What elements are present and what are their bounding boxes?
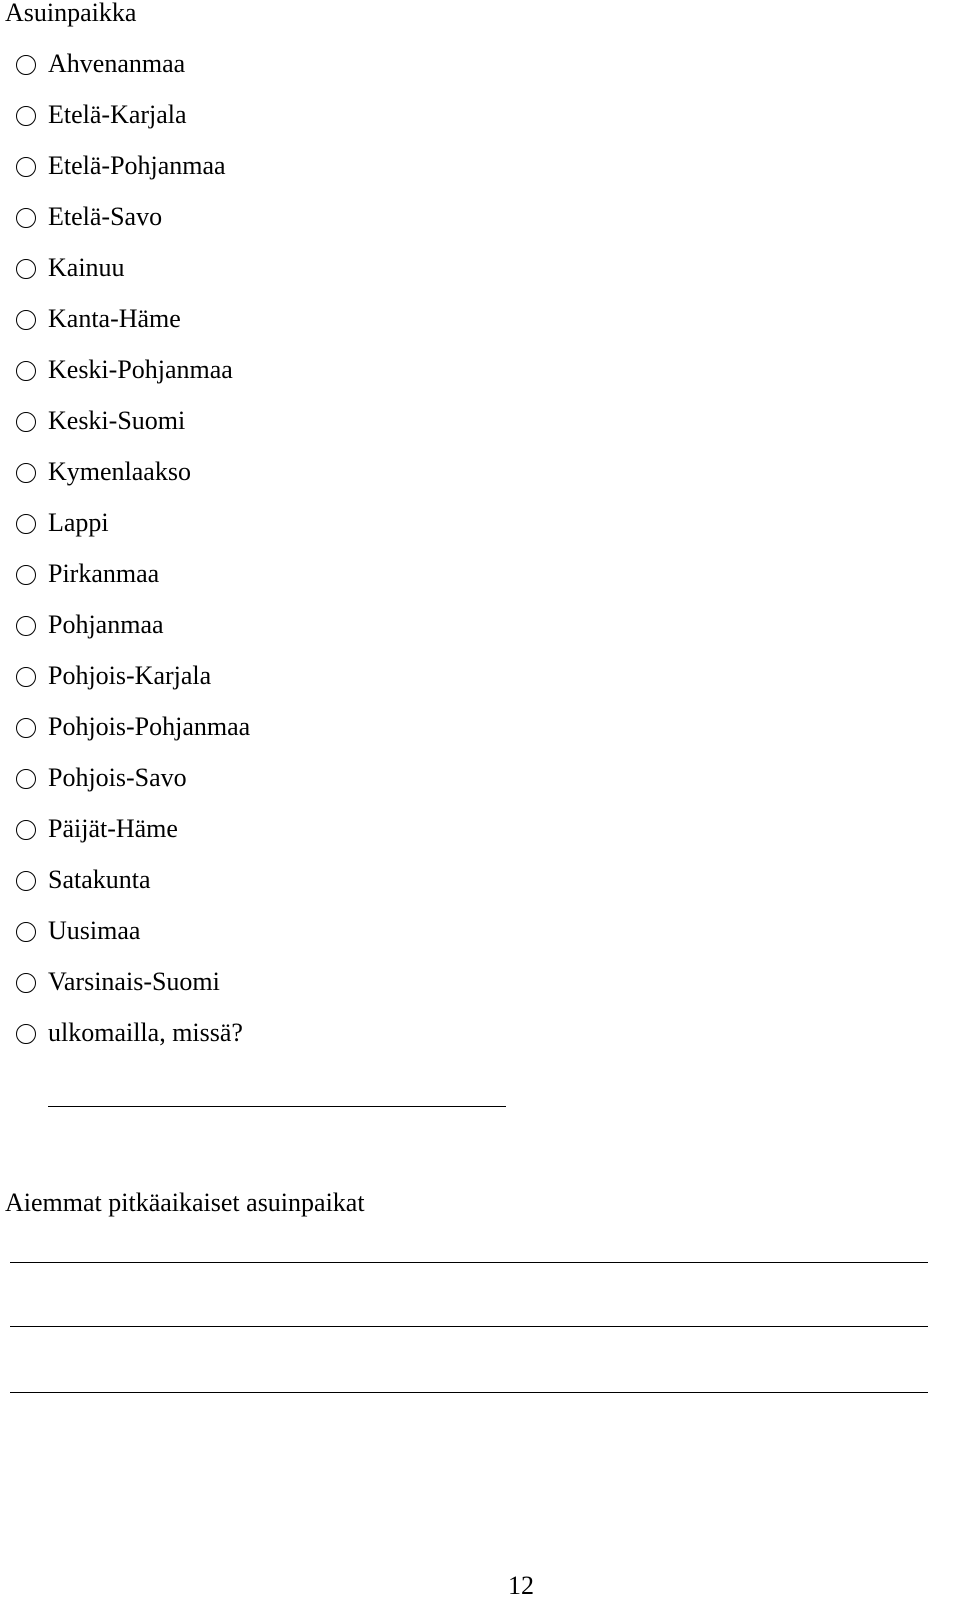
radio-circle-icon[interactable] (16, 973, 36, 993)
option-label: Lappi (48, 508, 109, 537)
option-pohjois-pohjanmaa[interactable] (16, 712, 250, 742)
option-etela-karjala[interactable] (16, 100, 187, 130)
radio-circle-icon[interactable] (16, 361, 36, 381)
radio-circle-icon[interactable] (16, 1024, 36, 1044)
option-label: Kanta-Häme (48, 304, 181, 333)
option-kymenlaakso[interactable] (16, 457, 191, 487)
answer-line-1[interactable] (10, 1262, 928, 1263)
radio-circle-icon[interactable] (16, 565, 36, 585)
option-label: Varsinais-Suomi (48, 967, 220, 996)
option-label: Päijät-Häme (48, 814, 178, 843)
option-label: Satakunta (48, 865, 151, 894)
option-label: Etelä-Pohjanmaa (48, 151, 226, 180)
option-label: Pohjanmaa (48, 610, 164, 639)
option-label: Uusimaa (48, 916, 141, 945)
option-pohjois-karjala[interactable] (16, 661, 211, 691)
page-number: 12 (508, 1571, 534, 1600)
option-ulkomailla[interactable] (16, 1018, 243, 1048)
radio-circle-icon[interactable] (16, 769, 36, 789)
option-paijat-hame[interactable] (16, 814, 178, 844)
option-keski-suomi[interactable] (16, 406, 185, 436)
abroad-location-answer-line[interactable] (48, 1106, 506, 1107)
option-kainuu[interactable] (16, 253, 125, 283)
section-heading: Aiemmat pitkäaikaiset asuinpaikat (5, 1188, 365, 1217)
option-varsinais-suomi[interactable] (16, 967, 220, 997)
radio-circle-icon[interactable] (16, 616, 36, 636)
question-title: Asuinpaikka (5, 0, 137, 27)
option-label: Ahvenanmaa (48, 49, 186, 78)
radio-circle-icon[interactable] (16, 667, 36, 687)
option-etela-savo[interactable] (16, 202, 162, 232)
radio-circle-icon[interactable] (16, 55, 36, 75)
option-label: Etelä-Karjala (48, 100, 187, 129)
radio-circle-icon[interactable] (16, 871, 36, 891)
radio-circle-icon[interactable] (16, 718, 36, 738)
option-pirkanmaa[interactable] (16, 559, 159, 589)
radio-circle-icon[interactable] (16, 514, 36, 534)
option-label: Pohjois-Pohjanmaa (48, 712, 251, 741)
radio-circle-icon[interactable] (16, 157, 36, 177)
radio-circle-icon[interactable] (16, 820, 36, 840)
option-label: Pohjois-Savo (48, 763, 187, 792)
option-label: Pirkanmaa (48, 559, 160, 588)
option-keski-pohjanmaa[interactable] (16, 355, 233, 385)
option-label: Keski-Pohjanmaa (48, 355, 233, 384)
radio-circle-icon[interactable] (16, 412, 36, 432)
option-lappi[interactable] (16, 508, 109, 538)
radio-circle-icon[interactable] (16, 106, 36, 126)
option-label: Pohjois-Karjala (48, 661, 212, 690)
radio-circle-icon[interactable] (16, 310, 36, 330)
option-kanta-hame[interactable] (16, 304, 181, 334)
radio-circle-icon[interactable] (16, 259, 36, 279)
option-label: Kainuu (48, 253, 125, 282)
option-pohjois-savo[interactable] (16, 763, 187, 793)
answer-line-2[interactable] (10, 1326, 928, 1327)
option-label: Keski-Suomi (48, 406, 186, 435)
option-uusimaa[interactable] (16, 916, 140, 946)
radio-circle-icon[interactable] (16, 922, 36, 942)
radio-circle-icon[interactable] (16, 208, 36, 228)
option-label: ulkomailla, missä? (48, 1018, 243, 1047)
option-label: Etelä-Savo (48, 202, 163, 231)
option-label: Kymenlaakso (48, 457, 191, 486)
option-etela-pohjanmaa[interactable] (16, 151, 226, 181)
option-satakunta[interactable] (16, 865, 151, 895)
radio-circle-icon[interactable] (16, 463, 36, 483)
option-ahvenanmaa[interactable] (16, 49, 185, 79)
answer-line-3[interactable] (10, 1392, 928, 1393)
option-pohjanmaa[interactable] (16, 610, 164, 640)
